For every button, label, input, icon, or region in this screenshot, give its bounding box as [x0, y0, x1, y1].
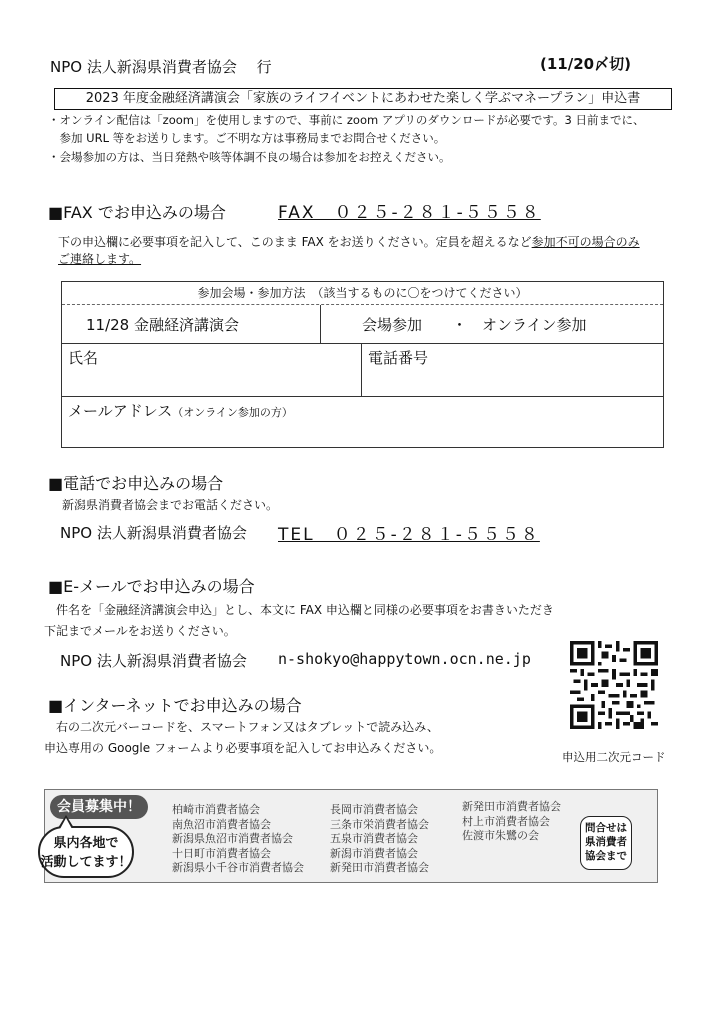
association-list-3 — [462, 800, 561, 844]
divider — [361, 344, 362, 396]
bubble-line-1: 県内各地で — [53, 836, 119, 851]
email-heading: ■E-メールでお申込みの場合 — [48, 577, 255, 596]
association-item: 佐渡市朱鷺の会 — [462, 829, 539, 842]
phone-heading: ■電話でお申込みの場合 — [48, 474, 224, 493]
qr-code-icon[interactable] — [570, 641, 658, 729]
email-field[interactable] — [68, 400, 293, 421]
form-title: 2023 年度金融経済講演会「家族のライフイベントにあわせた楽しく学ぶマネープラン」申込書 — [54, 88, 672, 110]
email-desc-line1: 件名を「金融経済講演会申込」とし、本文に FAX 申込欄と同様の必要事項をお書きいただき — [44, 603, 554, 617]
association-item: 長岡市消費者協会 — [330, 803, 418, 816]
association-list-2 — [330, 803, 429, 876]
phone-org: NPO 法人新潟県消費者協会 — [60, 524, 247, 542]
fax-heading: ■FAX でお申込みの場合 — [48, 203, 226, 222]
activity-bubble — [38, 826, 134, 878]
association-item: 五泉市消費者協会 — [330, 832, 418, 845]
internet-desc-line1: 右の二次元バーコードを、スマートフォン又はタブレットで読み込み、 — [44, 720, 439, 734]
contact-line-1: 問合せは — [585, 822, 627, 834]
fax-number: FAX ０２５-２８１-５５５８ — [278, 203, 541, 223]
member-recruit-badge: 会員募集中！ — [50, 795, 148, 819]
note-line-3: ・会場参加の方は、当日発熱や咳等体調不良の場合は参加をお控えください。 — [48, 150, 451, 164]
association-item: 十日町市消費者協会 — [172, 846, 271, 860]
association-item: 村上市消費者協会 — [462, 814, 550, 828]
phone-desc: 新潟県消費者協会までお電話ください。 — [62, 498, 279, 512]
association-item: 三条市栄消費者協会 — [330, 817, 429, 831]
association-list-1 — [172, 803, 304, 876]
qr-caption: 申込用二次元コード — [562, 750, 666, 764]
fax-desc-line1 — [58, 233, 640, 250]
email-label: メールアドレス — [68, 402, 173, 420]
association-item: 新発田市消費者協会 — [330, 861, 429, 874]
phone-field[interactable]: 電話番号 — [368, 349, 429, 367]
association-item: 柏崎市消費者協会 — [172, 803, 260, 816]
email-org: NPO 法人新潟県消費者協会 — [60, 652, 247, 670]
participation-options[interactable]: 会場参加 ・ オンライン参加 — [362, 316, 587, 334]
association-item: 新潟市消費者協会 — [330, 846, 418, 860]
contact-line-2: 県消費者 — [585, 836, 627, 848]
bubble-tail-inner — [60, 818, 72, 829]
fax-desc-plain: 下の申込欄に必要事項を記入して、このまま FAX をお送りください。定員を超えるなど — [58, 235, 532, 249]
fax-desc-line2: ご連絡します。 — [58, 252, 142, 266]
email-desc-line2: 下記までメールをお送りください。 — [44, 624, 236, 638]
email-address[interactable]: n-shokyo@happytown.ocn.ne.jp — [278, 650, 531, 668]
deadline: (11/20〆切) — [540, 55, 631, 73]
contact-line-3: 協会まで — [585, 850, 627, 862]
association-item: 新発田市消費者協会 — [462, 800, 561, 813]
name-field[interactable]: 氏名 — [68, 349, 99, 367]
internet-heading: ■インターネットでお申込みの場合 — [48, 696, 302, 715]
event-name: 11/28 金融経済講演会 — [86, 316, 239, 334]
form-event-row — [62, 305, 663, 344]
application-form — [61, 281, 664, 448]
addressee: NPO 法人新潟県消費者協会 行 — [50, 58, 272, 76]
association-item: 新潟県小千谷市消費者協会 — [172, 861, 304, 874]
contact-bubble — [580, 816, 632, 870]
form-name-phone-row — [62, 344, 663, 397]
note-line-1: ・オンライン配信は「zoom」を使用しますので、事前に zoom アプリのダウンロードが必要です。3 日前までに、 — [48, 113, 645, 127]
form-header: 参加会場・参加方法 （該当するものに〇をつけてください） — [62, 282, 663, 305]
fax-desc-underlined: 参加不可の場合のみ — [531, 235, 640, 249]
bubble-line-2: 活動してます！ — [40, 855, 132, 870]
association-item: 新潟県魚沼市消費者協会 — [172, 832, 293, 845]
divider — [320, 305, 321, 343]
association-item: 南魚沼市消費者協会 — [172, 817, 271, 831]
email-note: （オンライン参加の方） — [172, 406, 293, 419]
internet-desc-line2: 申込専用の Google フォームより必要事項を記入してお申込みください。 — [44, 741, 442, 755]
note-line-2: 参加 URL 等をお送りします。ご不明な方は事務局までお問合せください。 — [48, 131, 446, 145]
phone-number: TEL ０２５-２８１-５５５８ — [278, 525, 540, 545]
